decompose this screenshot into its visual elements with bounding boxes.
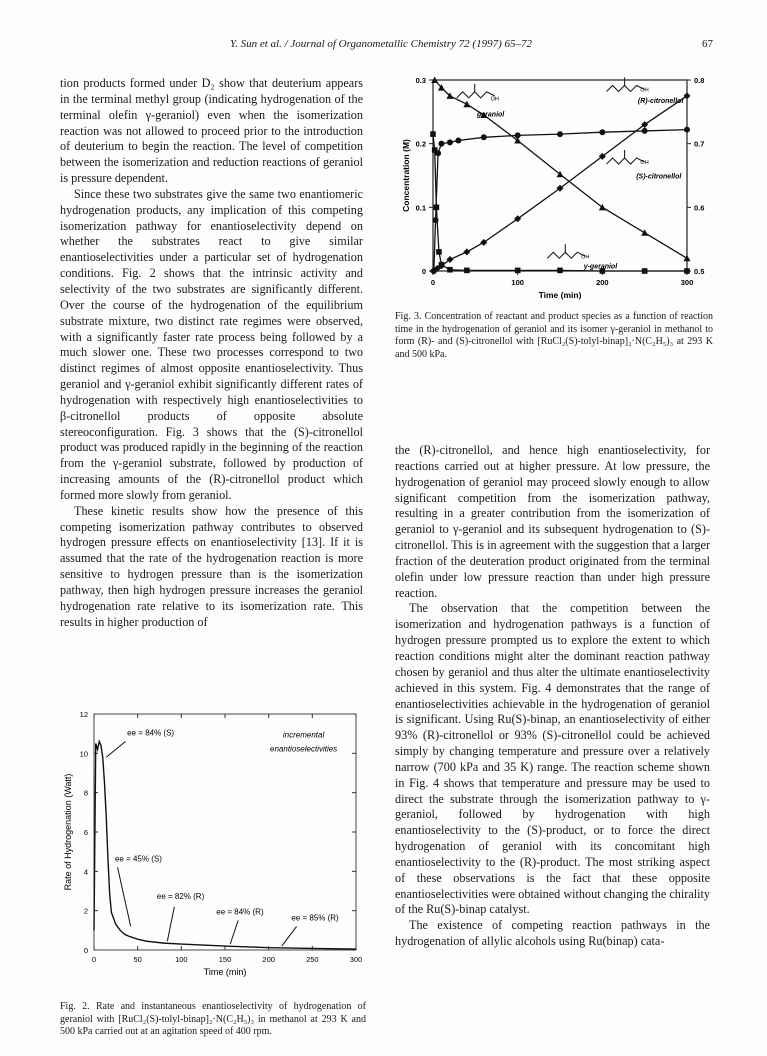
y-tick-label: 4	[83, 867, 88, 877]
annotation-gamma-geraniol: γ-geraniol	[583, 263, 618, 271]
annotation-arrow	[282, 926, 297, 946]
annotation-r-citronellol: (R)-citronellol	[637, 97, 684, 105]
right-column	[395, 443, 710, 950]
data-point-geraniol	[684, 255, 691, 262]
x-axis-label: Time (min)	[538, 290, 582, 300]
gamma-geraniol-structure	[547, 252, 585, 258]
annotation-oh: OH	[581, 254, 590, 261]
annotation-ee-85-r: ee = 85% (R)	[291, 913, 339, 923]
paragraph: The existence of competing reaction pathways in the hydrogenation of allylic alcohols using Ru(binap) cata-	[395, 918, 710, 949]
y-tick-label: 0.1	[415, 203, 426, 213]
data-point-gamma-geraniol	[464, 268, 470, 274]
data-point-gamma-geraniol	[557, 268, 563, 274]
annotation-geraniol: geraniol	[477, 111, 505, 119]
y-tick-label: 0	[421, 267, 426, 276]
annotation-incremental: enantioselectivities	[270, 744, 338, 754]
y-tick-label: 0	[83, 946, 88, 955]
y-tick-label: 10	[79, 749, 88, 759]
y-axis-label: Concentration (M)	[401, 139, 411, 212]
x-tick-label: 50	[133, 955, 142, 964]
y-tick-label: 6	[83, 828, 88, 837]
data-point-s-citronellol	[438, 141, 444, 147]
x-tick-label: 300	[680, 278, 694, 287]
y2-tick-label: 0.6	[694, 203, 705, 213]
paragraph: tion products formed under D₂ show that deuterium appears in the terminal methyl group (indicating hydrogenation of the terminal olefin γ-geraniol) even when the isomerization reaction was not allowed to proceed prior to the introduction of deuterium to begin the reaction. The level of competition between the isomerization and reduction reactions of geraniol is pressure dependent.	[60, 76, 363, 186]
data-point-s-citronellol	[515, 132, 521, 138]
geraniol-structure	[457, 92, 495, 98]
data-point-gamma-geraniol	[434, 205, 440, 211]
data-point-gamma-geraniol	[432, 147, 438, 153]
data-point-gamma-geraniol	[436, 249, 442, 255]
x-tick-label: 200	[596, 278, 609, 287]
paragraph: The observation that the competition between the isomerization and hydrogenation pathways is a function of hydrogen pressure prompted us to explore the extent to which reaction conditions might alter the dominant reaction pathway chosen by geraniol and thus alter the ultimate enantioselectivity achieved in this system. Fig. 4 demonstrates that the range of enantioselectivities achievable in the hydrogenation of geraniol is significant. Using Ru(S)-binap, an enantioselectivity of either 93% (R)-citronellol or 93% (S)-citronellol could be achieved simply by changing temperature and pressure over a relatively narrow (700 kPa and 35 K) range. The reaction scheme shown in Fig. 4 shows that temperature and pressure may be used to direct the substrate through the isomerization pathway to γ-geraniol, followed by hydrogenation with high enantioselectivity to the (S)-product, or to force the direct hydrogenation of geraniol with its concomitant high enantioselectivity to the (R)-product. The most striking aspect of these observations is the fact that these opposite enantioselectivities were obtained without changing the chirality of the Ru(S)-binap catalyst.	[395, 601, 710, 917]
data-point-gamma-geraniol	[447, 267, 453, 273]
annotation-arrow	[230, 921, 238, 945]
x-tick-label: 100	[175, 955, 188, 964]
data-point-r-citronellol	[684, 92, 691, 99]
y-tick-label: 12	[79, 710, 88, 719]
data-point-gamma-geraniol	[642, 268, 648, 274]
data-point-s-citronellol	[455, 137, 461, 143]
annotation-incremental: incremental	[282, 730, 325, 740]
figure-2	[60, 706, 378, 1016]
paragraph: Since these two substrates give the same two enantiomeric hydrogenation products, any implication of this competing isomerization pathway for enantioselectivity depend on whether the substrates react to give similar enantioselectivities under a particular set of hydrogenation conditions. Fig. 2 shows that the intrinsic activity and selectivity of the two substrates are significantly different. Over the course of the hydrogenation of the equilibrium substrate mixture, two distinct rate regimes were observed, with a significantly faster rate process being followed by a much slower one. These two processes correspond to two distinct regimes of almost opposite enantioselectivity. Thus geraniol and γ-geraniol exhibit significantly different rates of hydrogenation with respectively high enantioselectivities to β-citronellol products of opposite absolute stereoconfiguration. Fig. 3 shows that the (S)-citronellol product was produced rapidly in the beginning of the reaction from the γ-geraniol substrate, followed by production of increasing amounts of the (R)-citronellol product which formed more slowly from geraniol.	[60, 186, 363, 502]
r-citronellol-structure	[607, 85, 645, 91]
figure-2-caption: Fig. 2. Rate and instantaneous enantioselectivity of hydrogenation of geraniol with [RuCl₂(S)-tolyl-binap]₂·N(C₂H₅)₃ in methanol at 293 K and 500 kPa carried out at an agitation speed of 400 rpm.	[60, 1001, 366, 1037]
data-point-s-citronellol	[684, 127, 690, 133]
y2-tick-label: 0.7	[694, 139, 705, 149]
page-number: 67	[702, 38, 713, 50]
running-title: Y. Sun et al. / Journal of Organometallic Chemistry 72 (1997) 65–72	[230, 38, 532, 50]
annotation-oh: OH	[640, 87, 649, 94]
fig3-chart	[395, 68, 715, 308]
y2-tick-label: 0.8	[694, 76, 705, 85]
y-tick-label: 0.2	[415, 139, 426, 149]
annotation-arrow	[118, 867, 131, 926]
y-tick-label: 8	[83, 788, 88, 798]
x-tick-label: 150	[218, 955, 232, 964]
x-tick-label: 100	[511, 278, 524, 287]
data-point-gamma-geraniol	[515, 268, 521, 274]
x-tick-label: 250	[306, 955, 319, 964]
annotation-s-citronellol: (S)-citronellol	[636, 173, 682, 181]
fig2-chart	[60, 706, 378, 996]
series-line	[433, 96, 687, 271]
data-point-s-citronellol	[642, 128, 648, 134]
annotation-arrow	[106, 742, 125, 758]
y2-tick-label: 0.5	[694, 267, 705, 276]
y-tick-label: 2	[83, 906, 88, 916]
y-tick-label: 0.3	[415, 76, 426, 85]
data-point-gamma-geraniol	[430, 131, 436, 137]
annotation-ee-84-s: ee = 84% (S)	[127, 728, 175, 738]
annotation-arrow	[167, 907, 174, 941]
annotation-oh: OH	[640, 160, 649, 167]
data-point-s-citronellol	[431, 268, 437, 274]
figure-3-caption: Fig. 3. Concentration of reactant and product species as a function of reaction time in the hydrogenation of geraniol and its isomer γ-geraniol in methanol to form (R)- and (S)-citronellol with [RuCl₂(S)-tolyl-binap]₂·N(C₂H₅)₃ at 293 K and 500 kPa.	[395, 311, 713, 360]
annotation-ee-82-r: ee = 82% (R)	[156, 891, 205, 901]
s-citronellol-structure	[607, 158, 645, 164]
data-point-gamma-geraniol	[684, 268, 690, 274]
data-point-s-citronellol	[447, 139, 453, 145]
series-line	[435, 80, 687, 261]
x-tick-label: 0	[91, 955, 97, 964]
x-axis-label: Time (min)	[203, 967, 247, 977]
data-point-gamma-geraniol	[439, 262, 445, 268]
annotation-ee-84-r: ee = 84% (R)	[216, 907, 264, 917]
data-point-s-citronellol	[599, 129, 605, 135]
data-point-r-citronellol	[463, 248, 470, 255]
x-tick-label: 200	[262, 955, 275, 964]
data-point-s-citronellol	[557, 131, 563, 137]
left-column	[60, 76, 363, 631]
data-point-s-citronellol	[481, 134, 487, 140]
y-axis-label: Rate of Hydrogenation (Watt)	[63, 773, 73, 891]
figure-3	[395, 68, 715, 308]
series-line	[433, 134, 687, 271]
annotation-oh: OH	[490, 96, 499, 103]
data-point-geraniol	[463, 101, 470, 108]
annotation-ee-45-s: ee = 45% (S)	[114, 854, 162, 864]
x-tick-label: 0	[430, 278, 436, 287]
paragraph: the (R)-citronellol, and hence high enantioselectivity, for reactions carried out at higher pressure. At low pressure, the hydrogenation of geraniol may proceed slowly enough to allow significant competition from the isomerization pathway, resulting in a greater contribution from the isomerization of geraniol to γ-geraniol and its subsequent hydrogenation to (S)-citronellol. This is in agreement with the suggestion that a larger fraction of the deuteration product originated from the terminal olefin under low pressure reaction than under high pressure reaction.	[395, 443, 710, 600]
paragraph: These kinetic results show how the presence of this competing isomerization pathway contributes to observed hydrogen pressure effects on enantioselectivity [13]. If it is assumed that the rate of the hydrogenation reaction is more sensitive to hydrogen pressure than is the isomerization pathway, then high hydrogen pressure increases the geraniol hydrogenation rate relative to its isomerization rate. This results in higher production of	[60, 503, 363, 629]
running-header	[0, 38, 767, 54]
x-tick-label: 300	[349, 955, 363, 964]
data-point-geraniol	[641, 229, 648, 236]
